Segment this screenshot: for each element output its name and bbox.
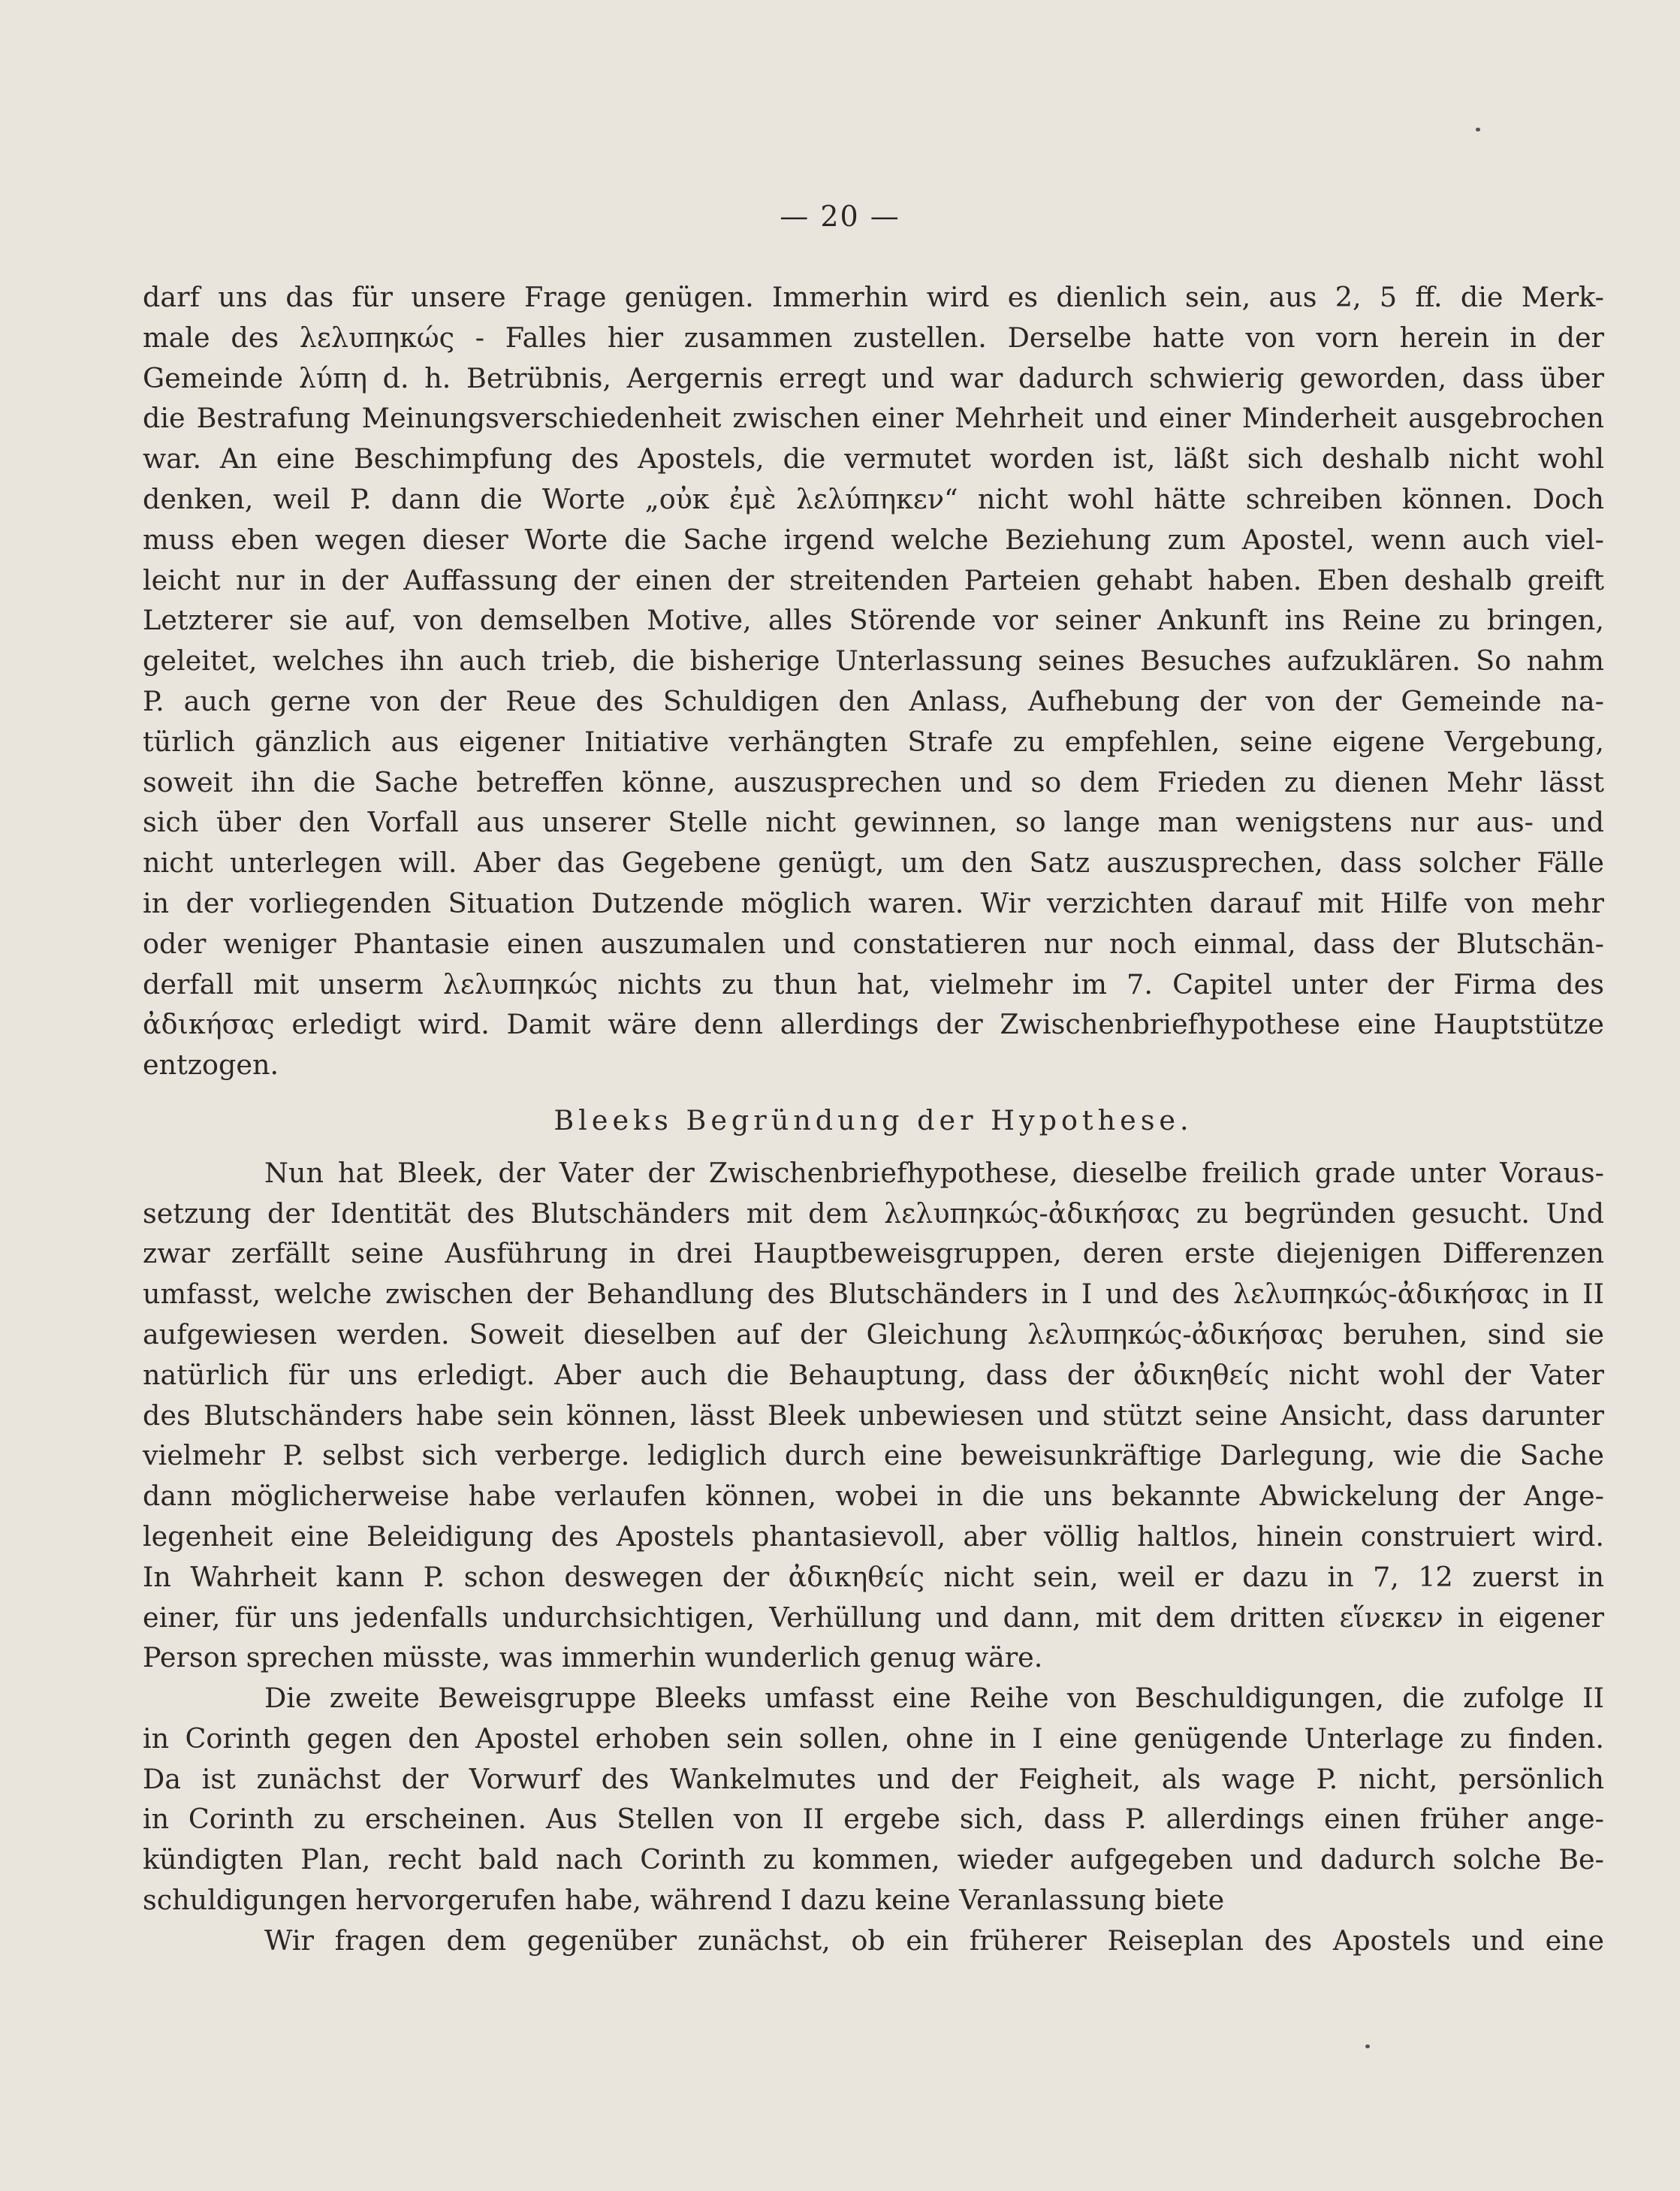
text-line: entzogen. (143, 1049, 279, 1082)
text-line: denken, weil P. dann die Worte „οὐκ ἐμὲ λελύπηκεν“ nicht wohl hätte schreiben können. Doch (143, 482, 1604, 515)
page-number: — 20 — (780, 200, 900, 233)
text-line: natürlich für uns erledigt. Aber auch die Behauptung, dass der ἀδικηθείς nicht wohl der Vater (143, 1358, 1604, 1391)
speck-mark (1476, 128, 1480, 131)
text-line: Nun hat Bleek, der Vater der Zwischenbriefhypothese, dieselbe freilich grade unter Voraus- (264, 1156, 1604, 1189)
text-line: sich über den Vorfall aus unserer Stelle nicht gewinnen, so lange man wenigstens nur aus- und (143, 806, 1604, 839)
text-line: In Wahrheit kann P. schon deswegen der ἀδικηθείς nicht sein, weil er dazu in 7, 12 zuerst in (143, 1560, 1604, 1593)
text-line: in Corinth gegen den Apostel erhoben sein sollen, ohne in I eine genügende Unterlage zu finden. (143, 1722, 1604, 1755)
text-line: male des λελυπηκώς - Falles hier zusammen zustellen. Derselbe hatte von vorn herein in der (143, 321, 1604, 354)
text-line: muss eben wegen dieser Worte die Sache irgend welche Beziehung zum Apostel, wenn auch viel- (143, 523, 1604, 556)
text-line: Person sprechen müsste, was immerhin wunderlich genug wäre. (143, 1641, 1043, 1674)
text-line: war. An eine Beschimpfung des Apostels, die vermutet worden ist, läßt sich deshalb nicht wohl (143, 442, 1604, 475)
speck-mark (1365, 2045, 1370, 2048)
text-line: dann möglicherweise habe verlaufen können, wobei in die uns bekannte Abwickelung der Ange- (143, 1480, 1604, 1513)
text-line: P. auch gerne von der Reue des Schuldigen den Anlass, Aufhebung der von der Gemeinde na- (143, 684, 1604, 717)
text-line: oder weniger Phantasie einen auszumalen und constatieren nur noch einmal, dass der Blutschän- (143, 927, 1604, 960)
text-line: in der vorliegenden Situation Dutzende möglich waren. Wir verzichten darauf mit Hilfe von mehr (143, 886, 1604, 919)
text-line: soweit ihn die Sache betreffen könne, auszusprechen und so dem Frieden zu dienen Mehr lässt (143, 765, 1604, 798)
section-heading: Bleeks Begründung der Hypothese. (553, 1103, 1193, 1136)
text-line: des Blutschänders habe sein können, lässt Bleek unbewiesen und stützt seine Ansicht, dass darunter (143, 1399, 1604, 1432)
text-line: umfasst, welche zwischen der Behandlung des Blutschänders in I und des λελυπηκώς-ἀδικήσας in II (143, 1278, 1604, 1311)
text-line: leicht nur in der Auffassung der einen der streitenden Parteien gehabt haben. Eben deshalb greift (143, 563, 1604, 596)
text-line: Letzterer sie auf, von demselben Motive, alles Störende vor seiner Ankunft ins Reine zu bringen, (143, 604, 1604, 637)
text-line: geleitet, welches ihn auch trieb, die bisherige Unterlassung seines Besuches aufzuklären. So nahm (143, 644, 1604, 678)
text-line: in Corinth zu erscheinen. Aus Stellen von II ergebe sich, dass P. allerdings einen früher ange- (143, 1803, 1604, 1836)
text-line: darf uns das für unsere Frage genügen. Immerhin wird es dienlich sein, aus 2, 5 ff. die Merk- (143, 281, 1604, 313)
text-line: aufgewiesen werden. Soweit dieselben auf der Gleichung λελυπηκώς-ἀδικήσας beruhen, sind sie (143, 1317, 1604, 1351)
text-line: legenheit eine Beleidigung des Apostels phantasievoll, aber völlig haltlos, hinein construiert wird. (143, 1520, 1604, 1553)
text-line: kündigten Plan, recht bald nach Corinth zu kommen, wieder aufgegeben und dadurch solche Be- (143, 1843, 1604, 1876)
text-line: Wir fragen dem gegenüber zunächst, ob ein früherer Reiseplan des Apostels und eine (264, 1924, 1604, 1957)
text-line: vielmehr P. selbst sich verberge. lediglich durch eine beweisunkräftige Darlegung, wie die Sache (143, 1439, 1604, 1472)
text-line: schuldigungen hervorgerufen habe, während I dazu keine Veranlassung biete (143, 1884, 1225, 1917)
text-line: Da ist zunächst der Vorwurf des Wankelmutes und der Feigheit, als wage P. nicht, persönlich (143, 1762, 1604, 1795)
text-line: setzung der Identität des Blutschänders mit dem λελυπηκώς-ἀδικήσας zu begründen gesucht. Und (143, 1197, 1604, 1230)
body-text (143, 277, 1604, 1961)
text-line: ἀδικήσας erledigt wird. Damit wäre denn allerdings der Zwischenbriefhypothese eine Hauptstütze (143, 1008, 1604, 1041)
text-line: zwar zerfällt seine Ausführung in drei Hauptbeweisgruppen, deren erste diejenigen Differenzen (143, 1237, 1604, 1270)
text-line: einer, für uns jedenfalls undurchsichtigen, Verhüllung und dann, mit dem dritten εἵνεκεν in eigener (143, 1601, 1604, 1634)
text-line: derfall mit unserm λελυπηκώς nichts zu thun hat, vielmehr im 7. Capitel unter der Firma des (143, 967, 1604, 1000)
text-line: nicht unterlegen will. Aber das Gegebene genügt, um den Satz auszusprechen, dass solcher Fälle (143, 847, 1604, 880)
text-line: türlich gänzlich aus eigener Initiative verhängten Strafe zu empfehlen, seine eigene Vergebung, (143, 725, 1604, 758)
text-line: Gemeinde λύπη d. h. Betrübnis, Aergernis erregt und war dadurch schwierig geworden, dass über (143, 361, 1604, 394)
text-line: Die zweite Beweisgruppe Bleeks umfasst eine Reihe von Beschuldigungen, die zufolge II (264, 1682, 1604, 1715)
text-line: die Bestrafung Meinungsverschiedenheit zwischen einer Mehrheit und einer Minderheit ausgebrochen (143, 402, 1604, 435)
